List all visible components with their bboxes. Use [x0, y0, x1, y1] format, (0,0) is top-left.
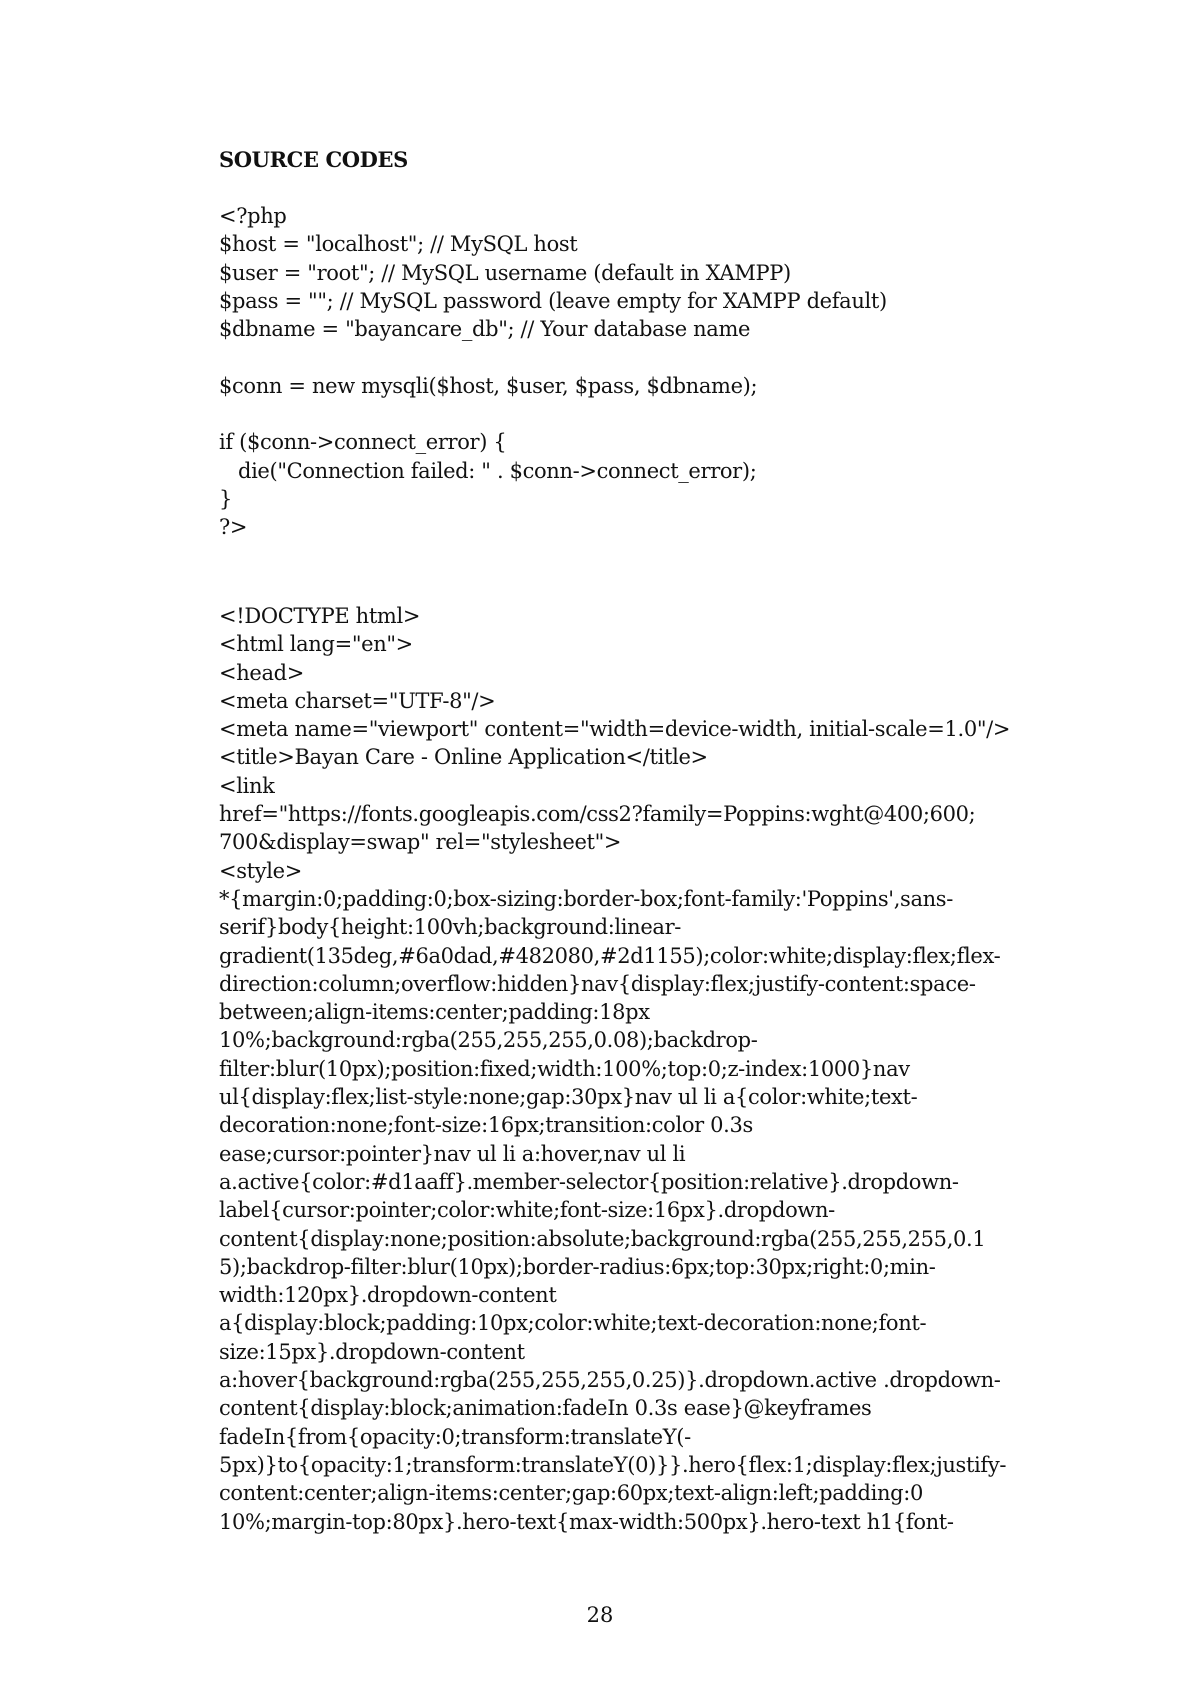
section-heading: SOURCE CODES — [219, 147, 408, 172]
php-code-block: <?php $host = "localhost"; // MySQL host $user = "root"; // MySQL username (default in XAMPP) $pass = ""; // MySQL password (leave empty for XAMPP default) $dbname = "bayancare_db"; // Your database name $conn = new mysqli($host, $user, $pass, $dbname); if ($conn->connect_error) { die("Connection failed: " . $conn->connect_error); } ?> — [219, 204, 887, 540]
html-code-block: <!DOCTYPE html> <html lang="en"> <head> <meta charset="UTF-8"/> <meta name="viewport" content="width=device-width, initial-scale=1.0"/> <title>Bayan Care - Online Application</title> <link href="https://fonts.googleapis.com/css2?family=Poppins:wght@400;600; 700&display=swap" rel="stylesheet"> <style> *{margin:0;padding:0;box-sizing:border-box;font-family:'Poppins',sans- serif}body{height:100vh;background:linear- gradient(135deg,#6a0dad,#482080,#2d1155);color:white;display:flex;flex- direction:column;overflow:hidden}nav{display:flex;justify-content:space- between;align-items:center;padding:18px 10%;background:rgba(255,255,255,0.08);backdrop- filter:blur(10px);position:fixed;width:100%;top:0;z-index:1000}nav ul{display:flex;list-style:none;gap:30px}nav ul li a{color:white;text- decoration:none;font-size:16px;transition:color 0.3s ease;cursor:pointer}nav ul li a:hover,nav ul li a.active{color:#d1aaff}.member-selector{position:relative}.dropdown- label{cursor:pointer;color:white;font-size:16px}.dropdown- content{display:none;position:absolute;background:rgba(255,255,255,0.1 5);backdrop-filter:blur(10px);border-radius:6px;top:30px;right:0;min- width:120px}.dropdown-content a{display:block;padding:10px;color:white;text-decoration:none;font- size:15px}.dropdown-content a:hover{background:rgba(255,255,255,0.25)}.dropdown.active .dropdown- content{display:block;animation:fadeIn 0.3s ease}@keyframes fadeIn{from{opacity:0;transform:translateY(- 5px)}to{opacity:1;transform:translateY(0)}}.hero{flex:1;display:flex;justify- content:center;align-items:center;gap:60px;text-align:left;padding:0 10%;margin-top:80px}.hero-text{max-width:500px}.hero-text h1{font- — [219, 604, 1011, 1534]
page-number: 28 — [586, 1603, 614, 1627]
